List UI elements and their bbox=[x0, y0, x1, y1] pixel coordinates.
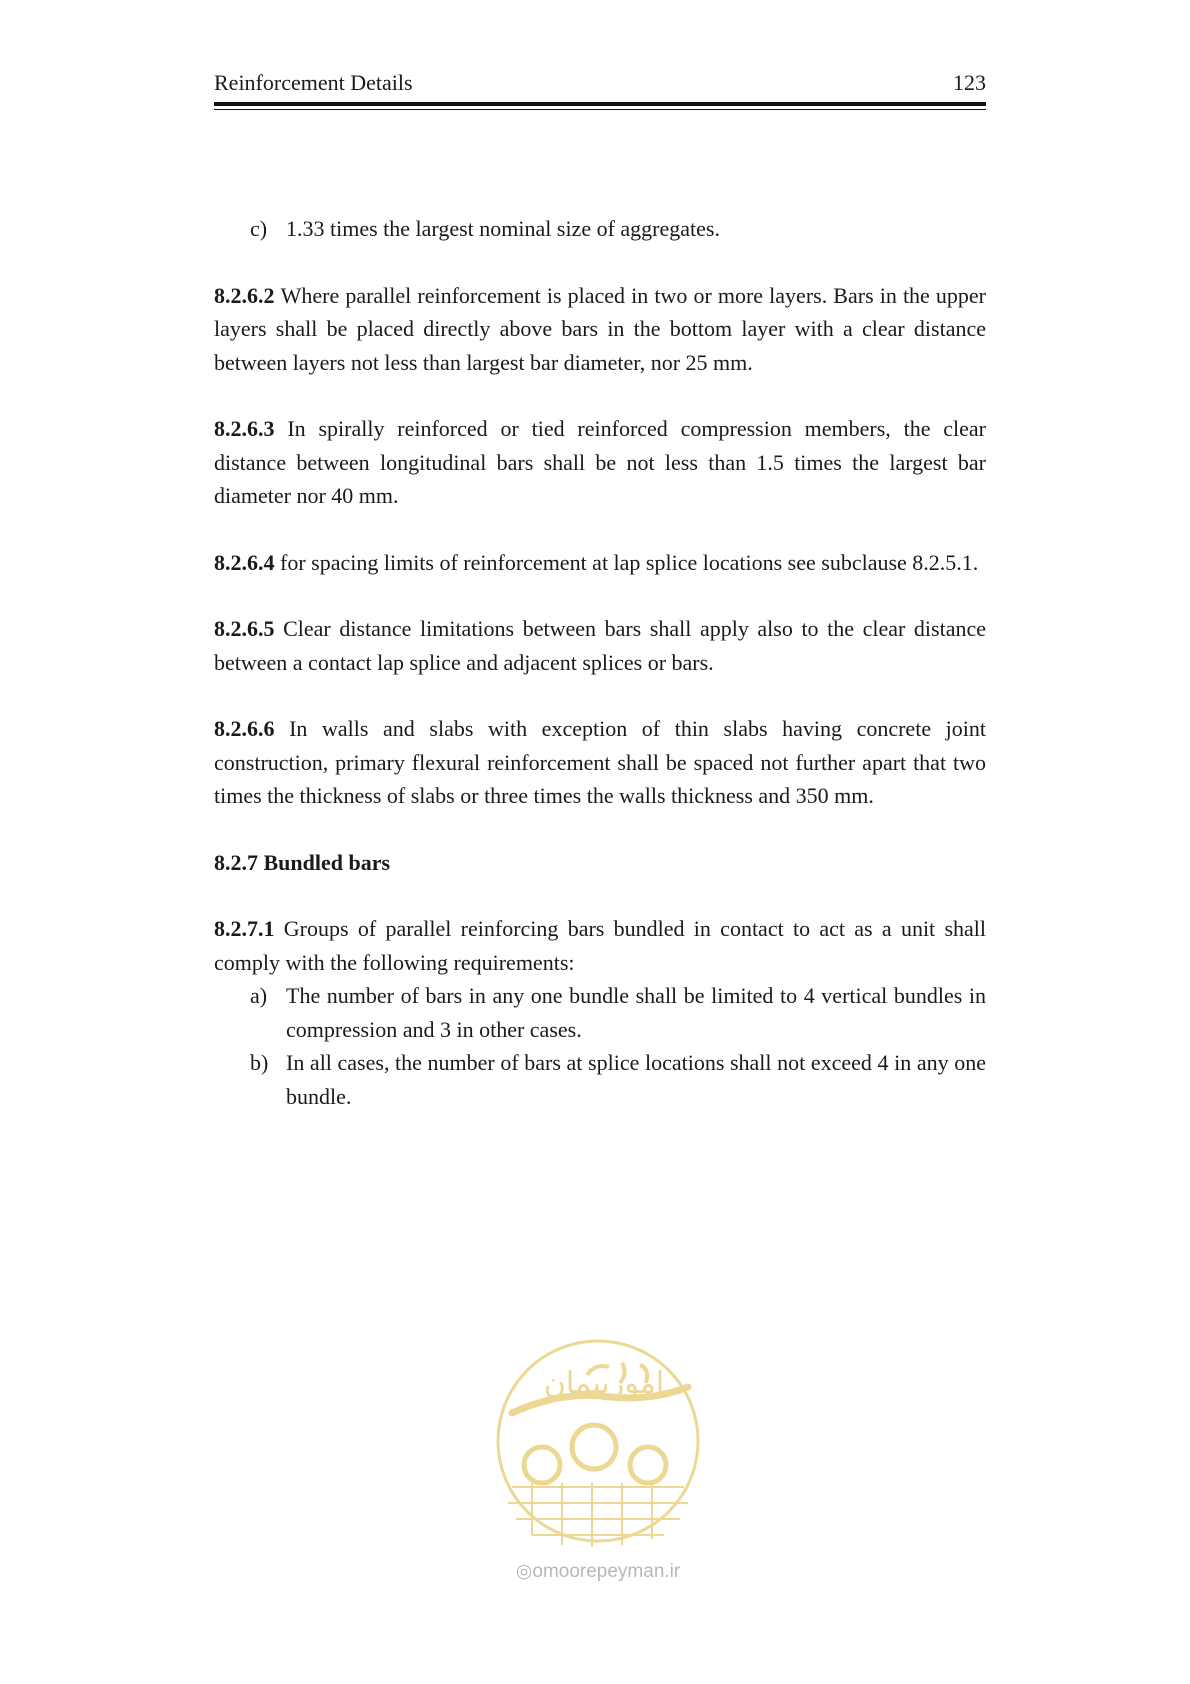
header-rule-thick bbox=[214, 102, 986, 106]
clause-text: Where parallel reinforcement is placed in two or more layers. Bars in the upper layers shall be placed directly above bars in the bottom layer with a clear distance between layers not less than largest bar diameter, nor 25 mm. bbox=[214, 282, 987, 375]
list-marker: b) bbox=[250, 1050, 269, 1075]
list-item-text: In all cases, the number of bars at splice locations shall not exceed 4 in any one bundle. bbox=[286, 1050, 986, 1109]
watermark-emblem-icon bbox=[492, 1335, 704, 1550]
watermark-url: ◎omoorepeyman.ir bbox=[515, 1561, 681, 1582]
clause-number: 8.2.6.4 bbox=[214, 549, 280, 575]
list-item-text: 1.33 times the largest nominal size of aggregates. bbox=[286, 216, 720, 241]
clause-number: 8.2.6.5 bbox=[214, 616, 284, 641]
list-item-a bbox=[214, 979, 986, 1046]
globe-icon: ◎ bbox=[515, 1561, 533, 1582]
header-rule-thin bbox=[214, 109, 986, 110]
section-heading-8-2-7: 8.2.7 Bundled bars bbox=[214, 849, 391, 875]
clause-number: 8.2.6.6 bbox=[214, 716, 290, 741]
watermark-logo-text: امورپیمان bbox=[543, 1366, 665, 1401]
body-content bbox=[214, 212, 986, 1113]
clause-8-2-6-3 bbox=[214, 412, 986, 513]
clause-text: Clear distance limitations between bars shall apply also to the clear distance between a contact lap splice and adjacent splices or bars. bbox=[214, 616, 987, 675]
clause-number: 8.2.6.2 bbox=[214, 282, 281, 308]
running-title: Reinforcement Details bbox=[214, 70, 413, 95]
clause-8-2-6-5 bbox=[214, 612, 986, 679]
watermark-logo bbox=[492, 1335, 704, 1615]
list-item-text: The number of bars in any one bundle shall be limited to 4 vertical bundles in compression and 3 in other cases. bbox=[286, 983, 986, 1042]
list-marker: c) bbox=[250, 216, 268, 241]
clause-number: 8.2.7.1 bbox=[214, 916, 284, 941]
clause-text: In spirally reinforced or tied reinforced compression members, the clear distance between longitudinal bars shall be not less than 1.5 times the largest bar diameter nor 40 mm. bbox=[214, 416, 987, 508]
clause-8-2-6-6 bbox=[214, 712, 986, 813]
clause-number: 8.2.6.3 bbox=[214, 416, 288, 441]
list-item-c bbox=[214, 212, 986, 246]
clause-8-2-6-4 bbox=[214, 546, 986, 580]
clause-8-2-7-1 bbox=[214, 912, 986, 979]
clause-8-2-6-2 bbox=[214, 279, 986, 380]
clause-text: Groups of parallel reinforcing bars bundled in contact to act as a unit shall comply with the following requirements: bbox=[214, 916, 986, 975]
clause-text: for spacing limits of reinforcement at lap splice locations see subclause 8.2.5.1. bbox=[280, 549, 979, 575]
list-marker: a) bbox=[250, 983, 268, 1008]
clause-text: In walls and slabs with exception of thin slabs having concrete joint construction, primary flexural reinforcement shall be spaced not further apart that two times the thickness of slabs or three times the walls thickness and 350 mm. bbox=[214, 716, 987, 808]
list-item-b bbox=[214, 1046, 986, 1113]
page-header bbox=[214, 70, 986, 102]
page-number: 123 bbox=[953, 70, 986, 95]
